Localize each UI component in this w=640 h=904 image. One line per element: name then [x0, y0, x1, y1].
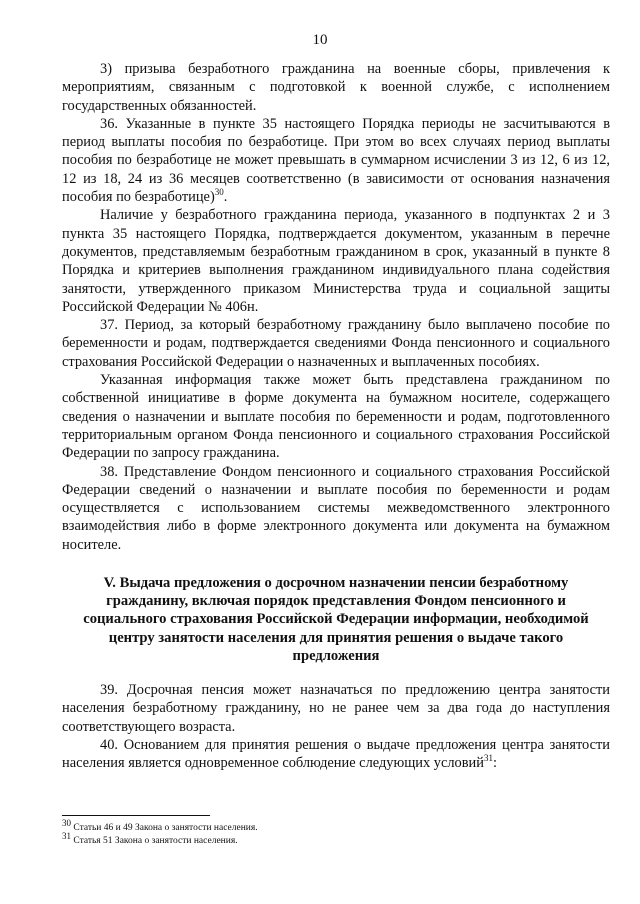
paragraph-3-item: 3) призыва безработного гражданина на военные сборы, привлечения к мероприятиям, связанным с подготовкой к военной службе, с исполнением государственных обязанностей. [62, 61, 610, 114]
paragraph-40 [62, 736, 610, 773]
footnote-31-text: Статья 51 Закона о занятости населения. [71, 836, 238, 846]
paragraph-37-continued: Указанная информация также может быть представлена гражданином по собственной инициативе в форме документа на бумажном носителе, содержащего сведения о назначении и выплате пособия по беременности и родам, подготовленного территориальным органом Фонда пенсионного и социального страхования Российской Федерации по запросу гражданина. [62, 372, 610, 462]
paragraph-36 [62, 115, 610, 206]
paragraph-39: 39. Досрочная пенсия может назначаться по предложению центра занятости населения безработному гражданину, но не ранее чем за два года до наступления соответствующего возраста. [62, 682, 610, 735]
footnotes [62, 817, 610, 848]
footnote-mark-30: 30 [62, 817, 71, 828]
paragraph-37: 37. Период, за который безработному гражданину было выплачено пособие по беременности и родам, подтверждается сведениями Фонда пенсионного и социального страхования Российской Федерации о назначенных и выплаченных пособиях. [62, 317, 610, 370]
footnote-divider [62, 815, 210, 816]
footnote-mark-31: 31 [62, 830, 71, 841]
document-body [62, 60, 610, 773]
paragraph-38: 38. Представление Фондом пенсионного и социального страхования Российской Федерации сведений о назначении и выплате пособия по беременности и родам осуществляется с использованием системы межведомственного электронного взаимодействия либо в форме электронного документа или документа на бумажном носителе. [62, 463, 610, 553]
paragraph-40-tail: : [492, 755, 497, 772]
footnote-31 [62, 830, 610, 848]
section-heading: V. Выдача предложения о досрочном назначении пенсии безработному гражданину, включая порядок представления Фондом пенсионного и социального страхования Российской Федерации информации, необходимой центру занятости населения для принятия решения о выдаче такого предложения [83, 575, 589, 664]
page-number: 10 [312, 32, 328, 48]
footnote-30-text: Статьи 46 и 49 Закона о занятости населения. [71, 823, 258, 833]
footnote-ref-30[interactable]: 30 [214, 187, 224, 198]
paragraph-36-text: 36. Указанные в пункте 35 настоящего Порядка периоды не засчитываются в период выплаты пособия по безработице. При этом во всех случаях период выплаты пособия по безработице не может превышать в суммарном исчислении 3 из 12, 6 из 12, 12 из 18, 24 из 36 месяцев соответственно (в зависимости от основания назначения пособия по безработице) [62, 115, 610, 206]
paragraph-36-continued: Наличие у безработного гражданина периода, указанного в подпунктах 2 и 3 пункта 35 настоящего Порядка, подтверждается документом, указанным в перечне документов, представляемым безработным гражданином в срок, указанный в пункте 8 Порядка и критериев выполнения гражданином индивидуального плана содействия занятости, утвержденного приказом Министерства труда и социальной защиты Российской Федерации № 406н. [62, 207, 610, 315]
footnote-30 [62, 817, 610, 835]
footnote-ref-31[interactable]: 31 [483, 753, 493, 764]
paragraph-40-text: 40. Основанием для принятия решения о выдаче предложения центра занятости населения является одновременное соблюдение следующих условий [62, 736, 610, 772]
paragraph-36-tail: . [223, 189, 228, 206]
